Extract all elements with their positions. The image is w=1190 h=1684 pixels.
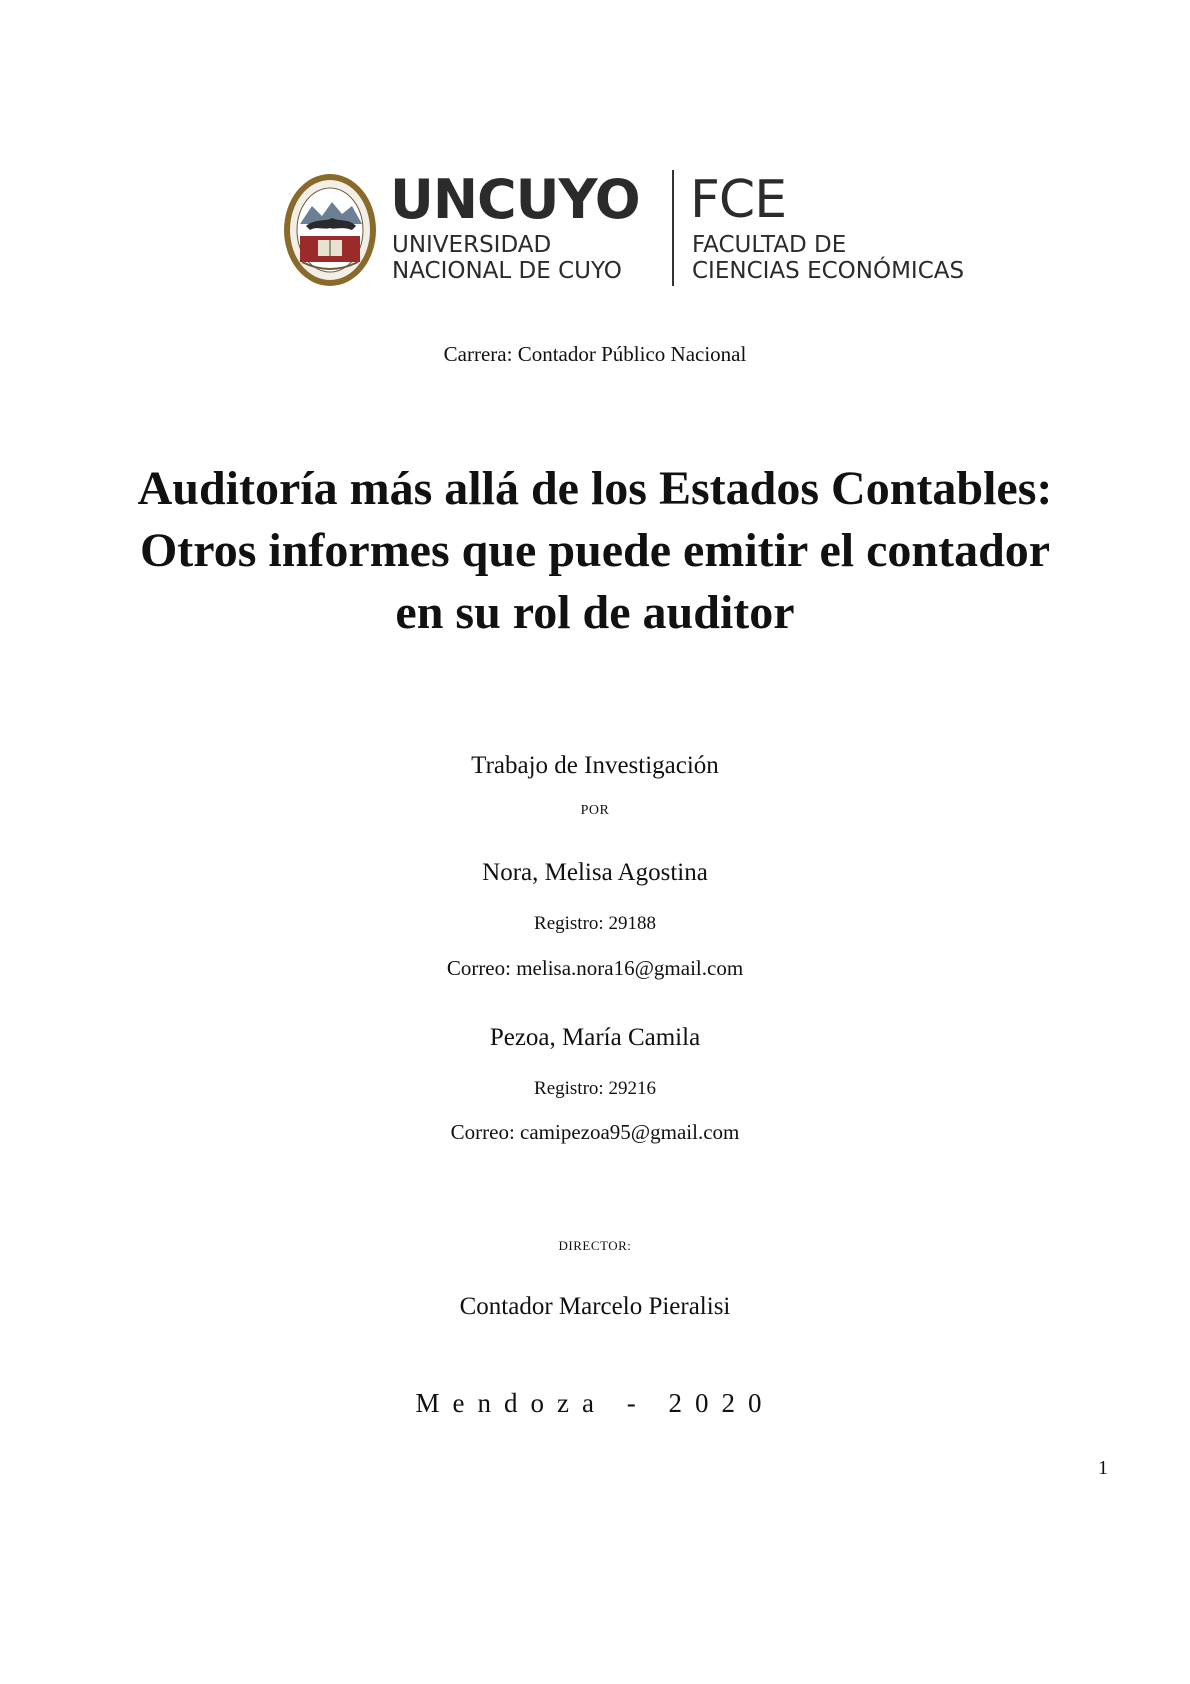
institution-logo — [282, 168, 965, 296]
document-title: Auditoría más allá de los Estados Contables: Otros informes que puede emitir el contador en su rol de auditor — [137, 462, 1053, 639]
author-registro: Registro: 29188 — [534, 913, 656, 934]
director-name: Contador Marcelo Pieralisi — [459, 1293, 731, 1320]
director-label: DIRECTOR: — [558, 1238, 632, 1253]
author-email: Correo: camipezoa95@gmail.com — [450, 1120, 740, 1144]
document-type: Trabajo de Investigación — [471, 752, 719, 779]
university-name-line-1: UNIVERSIDAD — [392, 232, 552, 258]
city-year: Mendoza - 2020 — [415, 1388, 775, 1418]
university-acronym: UNCUYO — [390, 168, 640, 231]
faculty-acronym: FCE — [690, 170, 787, 230]
faculty-name-line-1: FACULTAD DE — [692, 232, 847, 258]
by-label: POR — [580, 803, 610, 818]
page-number: 1 — [1098, 1457, 1108, 1479]
author-name: Pezoa, María Camila — [489, 1024, 701, 1051]
logo-divider — [672, 170, 674, 286]
university-seal-icon — [282, 172, 378, 288]
author-email: Correo: melisa.nora16@gmail.com — [446, 956, 744, 980]
author-name: Nora, Melisa Agostina — [482, 859, 708, 886]
career-label: Carrera: Contador Público Nacional — [443, 342, 747, 366]
university-name-line-2: NACIONAL DE CUYO — [392, 258, 622, 284]
faculty-name-line-2: CIENCIAS ECONÓMICAS — [692, 258, 965, 284]
author-registro: Registro: 29216 — [534, 1078, 656, 1099]
